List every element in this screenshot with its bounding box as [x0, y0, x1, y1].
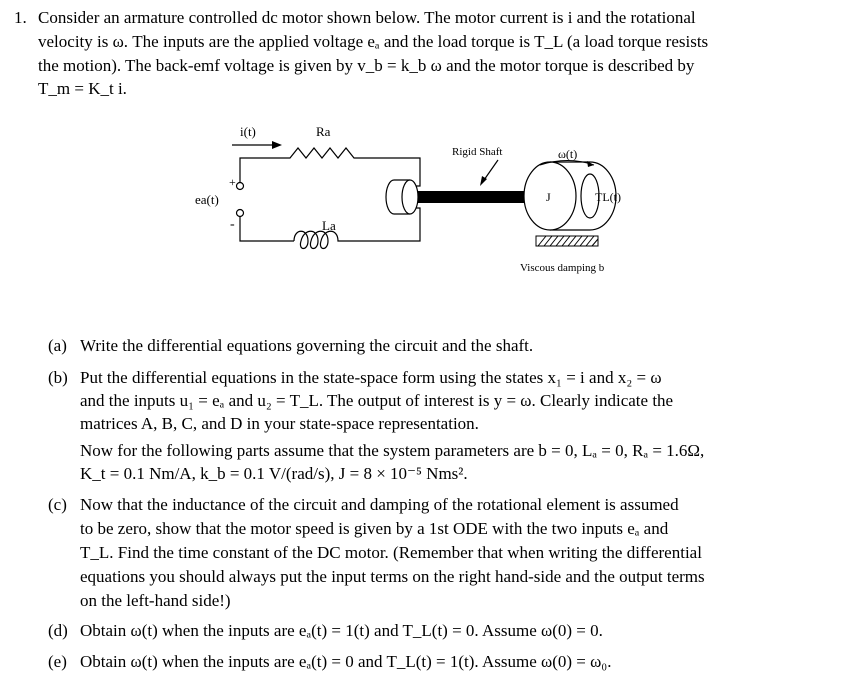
intro-line: Consider an armature controlled dc motor shown below. The motor current is i and the rotational: [38, 8, 696, 27]
intro-line: T_m = K_t i.: [38, 79, 127, 98]
current-label: i(t): [240, 124, 256, 139]
part-text: equations you should always put the input terms on the right hand-side and the output terms: [80, 567, 705, 586]
part-label: (c): [48, 495, 67, 514]
damping-label: Viscous damping b: [520, 262, 605, 274]
rigid-shaft: [418, 191, 530, 203]
part-label: (b): [48, 368, 68, 387]
resistor-label: Ra: [316, 124, 331, 139]
minus-sign: -: [230, 217, 235, 232]
shaft-pointer: [484, 160, 498, 180]
part-label: (e): [48, 652, 67, 671]
part-text: K_t = 0.1 Nm/A, k_b = 0.1 V/(rad/s), J = 8 × 10⁻⁵ Nms².: [80, 464, 468, 483]
part-text: Now that the inductance of the circuit and damping of the rotational element is assumed: [80, 495, 679, 514]
part-text: to be zero, show that the motor speed is given by a 1st ODE with the two inputs eₐ and: [80, 519, 669, 538]
part-text: Put the differential equations in the state-space form using the states x₁ = i and x₂ = ω: [80, 368, 662, 387]
plus-sign: +: [229, 175, 236, 189]
part-text: Obtain ω(t) when the inputs are eₐ(t) = 0 and T_L(t) = 1(t). Assume ω(0) = ω₀.: [80, 652, 612, 671]
inductor-label: La: [322, 218, 336, 233]
problem-number: 1.: [14, 8, 27, 27]
part-text: and the inputs u₁ = eₐ and u₂ = T_L. The output of interest is y = ω. Clearly indicate the: [80, 391, 674, 410]
torque-label: TL(t): [595, 190, 621, 204]
intro-line: the motion). The back-emf voltage is given by v_b = k_b ω and the motor torque is described by: [38, 56, 695, 75]
part-text: T_L. Find the time constant of the DC motor. (Remember that when writing the differential: [80, 543, 702, 562]
intro-line: velocity is ω. The inputs are the applied voltage eₐ and the load torque is T_L (a load torque resists: [38, 32, 709, 51]
inertia-label: J: [546, 190, 551, 204]
part-text: Write the differential equations governing the circuit and the shaft.: [80, 336, 534, 355]
part-text: Now for the following parts assume that the system parameters are b = 0, Lₐ = 0, Rₐ = 1.6Ω,: [80, 441, 705, 460]
omega-label: ω(t): [558, 147, 578, 161]
shaft-label: Rigid Shaft: [452, 146, 503, 158]
terminal-plus: [237, 183, 244, 190]
source-label: ea(t): [195, 192, 219, 207]
part-label: (d): [48, 621, 68, 640]
part-text: matrices A, B, C, and D in your state-space representation.: [80, 414, 479, 433]
damping-hatch: [536, 236, 598, 246]
part-text: on the left-hand side!): [80, 591, 231, 610]
part-label: (a): [48, 336, 67, 355]
bottom-wire-left: [240, 217, 294, 241]
motor-diagram: [180, 118, 640, 288]
current-arrow-head: [272, 141, 282, 149]
part-text: Obtain ω(t) when the inputs are eₐ(t) = 1(t) and T_L(t) = 0. Assume ω(0) = 0.: [80, 621, 603, 640]
commutator-end: [402, 180, 418, 214]
terminal-minus: [237, 210, 244, 217]
